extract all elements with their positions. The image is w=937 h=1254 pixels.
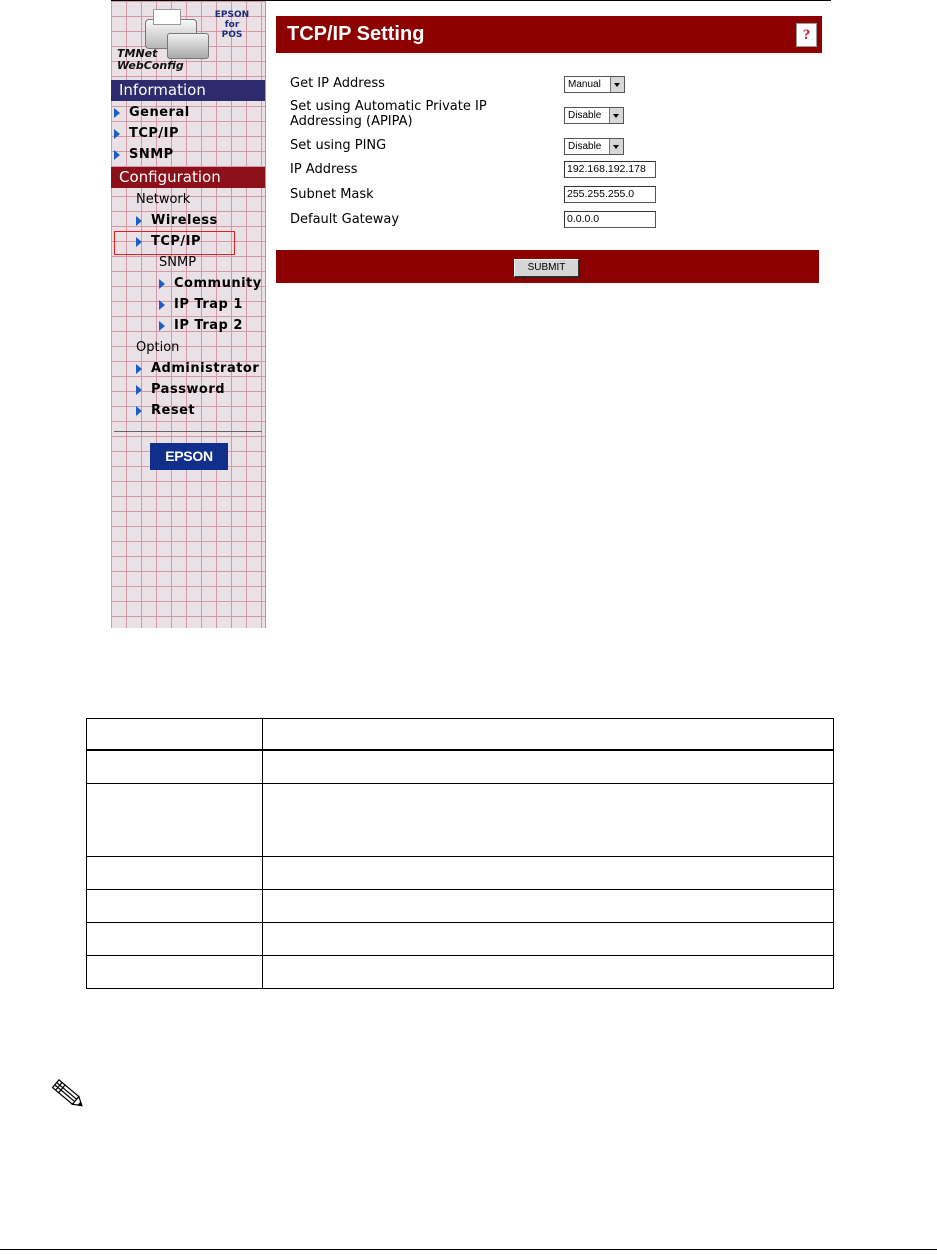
page-title: TCP/IP Setting: [287, 23, 425, 45]
table-header-row: [87, 719, 834, 751]
option-section-label: Option: [136, 340, 180, 355]
page-footer-rule: [0, 1249, 937, 1250]
table-cell: [263, 784, 834, 857]
apipa-select[interactable]: Disable: [564, 107, 624, 124]
nav-config-administrator[interactable]: Administrator: [136, 361, 259, 377]
table-row: [87, 750, 834, 784]
table-cell: [87, 923, 263, 956]
table-row: [87, 890, 834, 923]
arrow-right-icon: [136, 385, 142, 395]
chevron-down-icon[interactable]: [609, 139, 623, 154]
default-gateway-field[interactable]: 0.0.0.0: [564, 211, 656, 228]
chevron-down-icon[interactable]: [610, 77, 624, 92]
table-cell: [87, 890, 263, 923]
nav-config-reset[interactable]: Reset: [136, 403, 195, 419]
arrow-right-icon: [136, 406, 142, 416]
page-header: [276, 16, 822, 53]
information-header: Information: [111, 80, 265, 101]
table-cell: [87, 784, 263, 857]
nav-config-ip-trap-1[interactable]: IP Trap 1: [159, 297, 243, 313]
arrow-right-icon: [159, 279, 165, 289]
table-row: [87, 857, 834, 890]
ip-address-field[interactable]: 192.168.192.178: [564, 161, 656, 178]
get-ip-address-label: Get IP Address: [290, 76, 385, 91]
nav-config-wireless[interactable]: Wireless: [136, 213, 218, 229]
settings-table: [86, 718, 834, 989]
table-row: [87, 784, 834, 857]
network-section-label: Network: [136, 192, 191, 207]
arrow-right-icon: [159, 321, 165, 331]
table-cell: [87, 956, 263, 989]
table-cell: [263, 890, 834, 923]
table-cell: [263, 750, 834, 784]
arrow-right-icon: [114, 150, 120, 160]
subnet-mask-label: Subnet Mask: [290, 187, 374, 202]
table-cell: [263, 857, 834, 890]
configuration-header: Configuration: [111, 167, 265, 188]
nav-config-tcpip[interactable]: TCP/IP: [136, 234, 201, 250]
ping-label: Set using PING: [290, 138, 387, 153]
default-gateway-label: Default Gateway: [290, 212, 400, 227]
arrow-right-icon: [114, 108, 120, 118]
submit-bar: [276, 250, 819, 283]
nav-config-community[interactable]: Community: [159, 276, 262, 292]
sidebar-divider: [114, 431, 262, 432]
selected-item-outline: [114, 231, 235, 255]
tmnet-webconfig-logo: [111, 1, 265, 79]
arrow-right-icon: [159, 300, 165, 310]
help-icon[interactable]: ?: [796, 23, 817, 47]
sidebar: [111, 1, 266, 628]
table-row: [87, 956, 834, 989]
arrow-right-icon: [114, 129, 120, 139]
webconfig-screenshot: [111, 0, 831, 628]
get-ip-address-select[interactable]: Manual: [564, 76, 625, 93]
nav-config-ip-trap-2[interactable]: IP Trap 2: [159, 318, 243, 334]
table-cell: [263, 719, 834, 751]
nav-config-password[interactable]: Password: [136, 382, 225, 398]
epson-for-pos-label: EPSON for POS: [214, 10, 250, 40]
tmnet-webconfig-label: TMNet WebConfig: [117, 47, 184, 72]
table-cell: [263, 956, 834, 989]
nav-info-tcpip[interactable]: TCP/IP: [114, 126, 179, 142]
table-cell: [263, 923, 834, 956]
table-row: [87, 923, 834, 956]
subnet-mask-field[interactable]: 255.255.255.0: [564, 186, 656, 203]
nav-info-general[interactable]: General: [114, 105, 190, 121]
epson-logo[interactable]: EPSON: [150, 443, 228, 470]
arrow-right-icon: [136, 216, 142, 226]
ping-select[interactable]: Disable: [564, 138, 624, 155]
table-cell: [87, 750, 263, 784]
table-cell: [87, 719, 263, 751]
nav-info-snmp[interactable]: SNMP: [114, 147, 174, 163]
arrow-right-icon: [136, 364, 142, 374]
pencil-note-icon: [46, 1075, 90, 1113]
chevron-down-icon[interactable]: [609, 108, 623, 123]
apipa-label: Set using Automatic Private IP Addressing (APIPA): [290, 99, 487, 129]
ip-address-label: IP Address: [290, 162, 358, 177]
table-cell: [87, 857, 263, 890]
snmp-section-label: SNMP: [159, 255, 197, 270]
submit-button[interactable]: SUBMIT: [514, 259, 579, 277]
